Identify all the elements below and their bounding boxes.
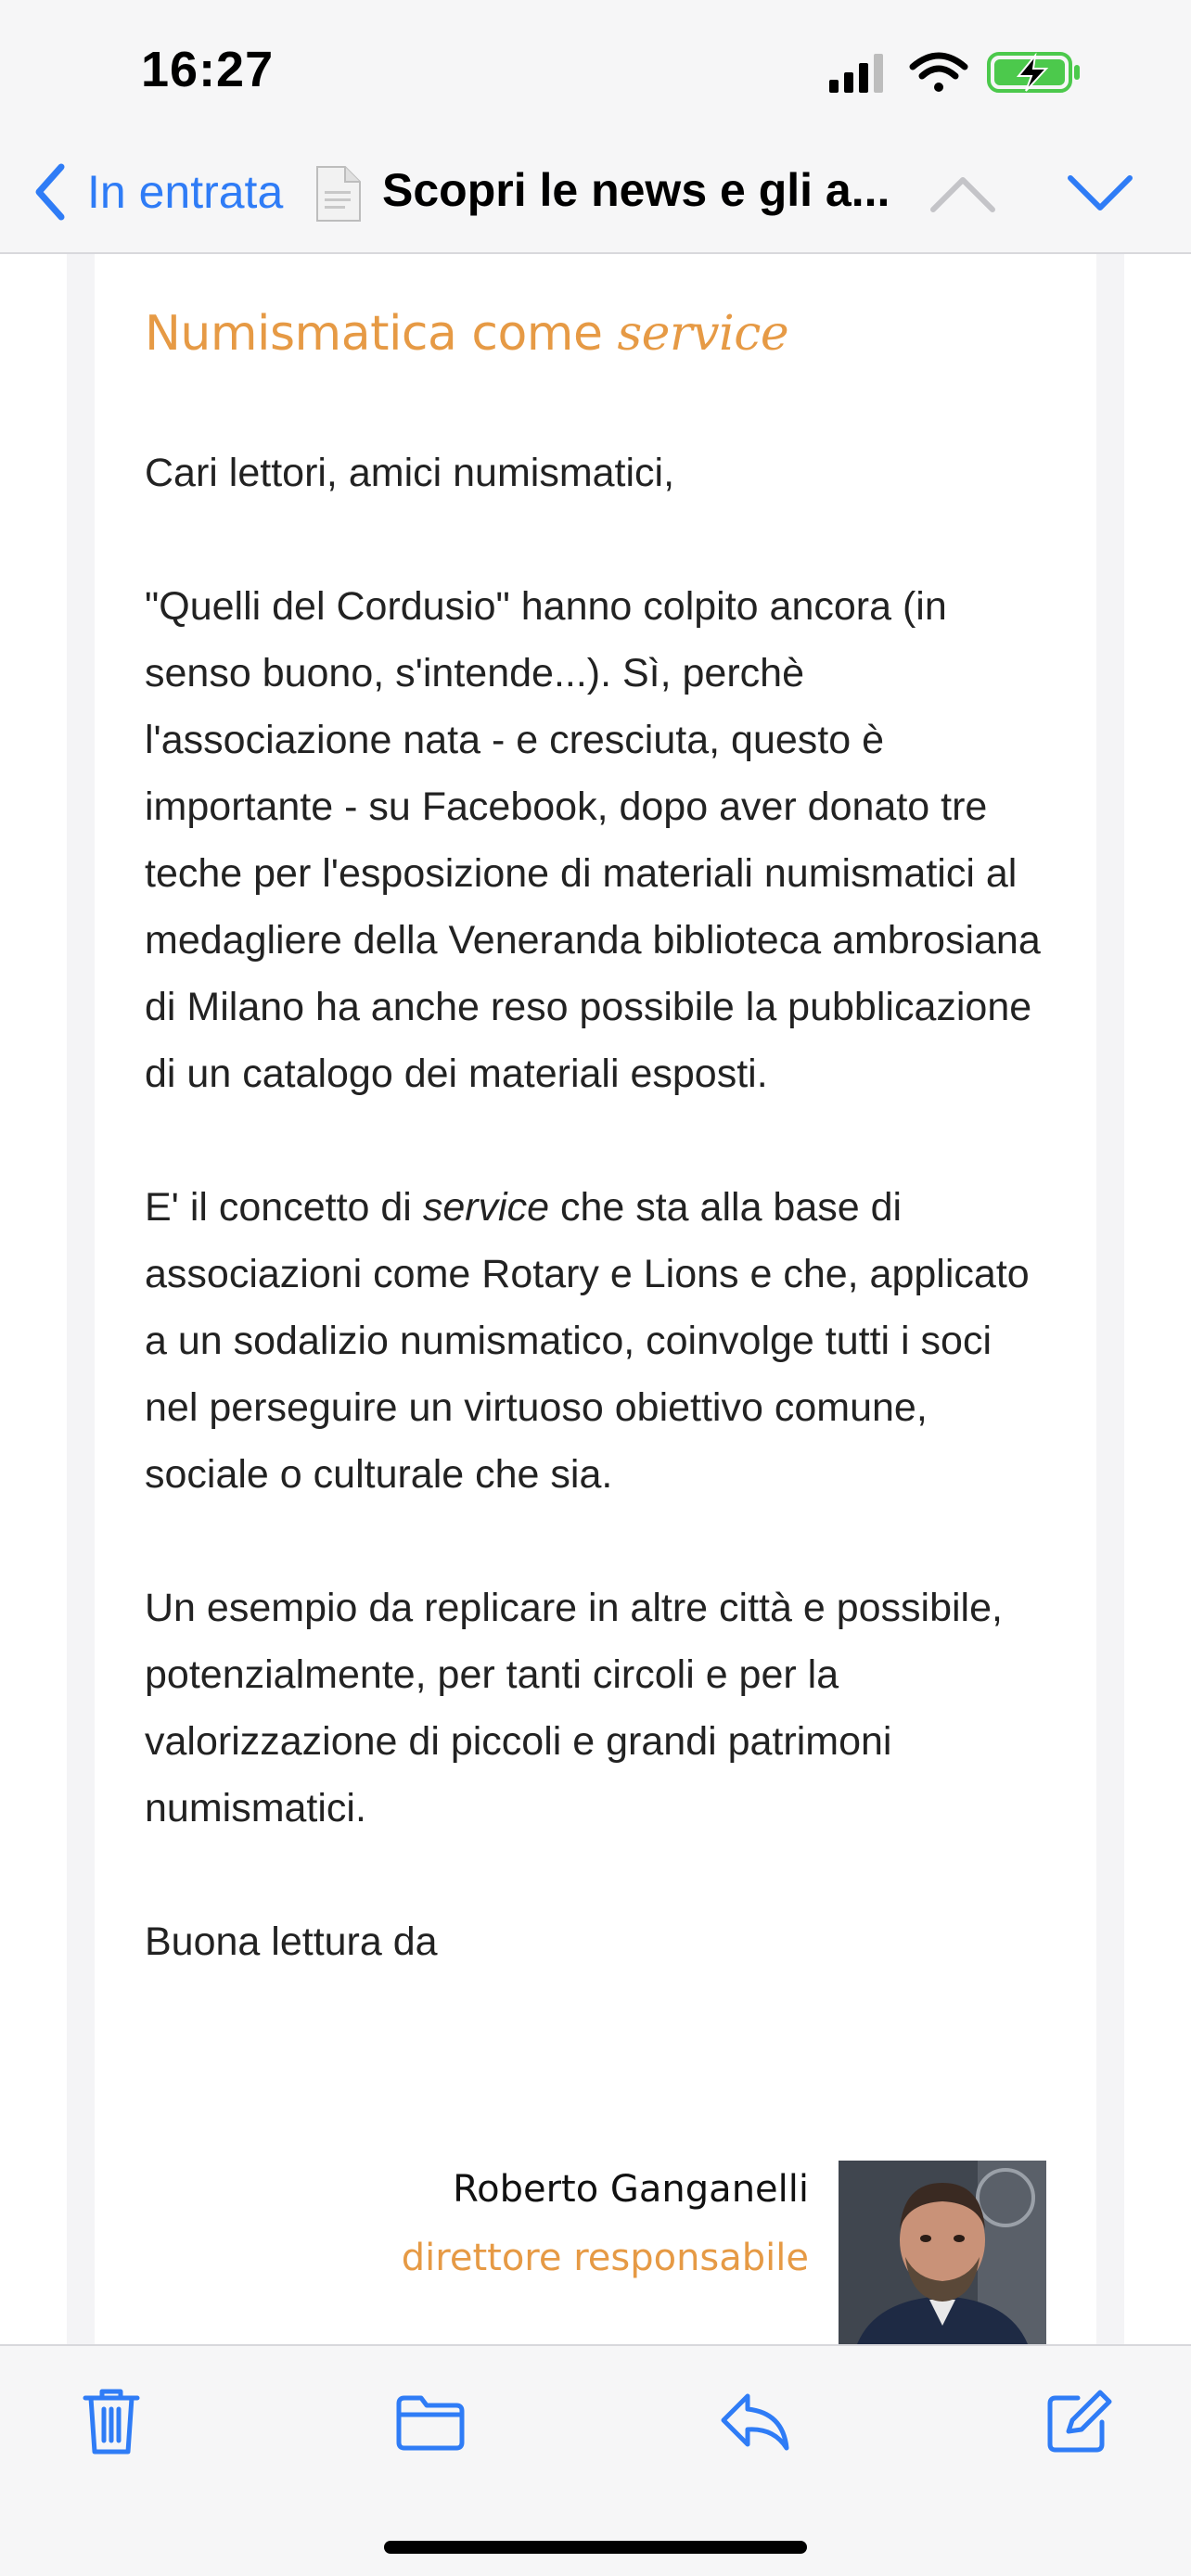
- paragraph-2-suffix: che sta alla base di associazioni come Rotary e Lions e che, applicato a un sodalizio numismatico, coinvolge tutti i soci nel perseguire un virtuoso obiettivo comune, sociale o culturale che sia.: [145, 1185, 1030, 1497]
- paragraph-2-italic: service: [422, 1185, 550, 1230]
- email-subject: Scopri le news e gli a...: [382, 164, 890, 216]
- signal-icon: [829, 54, 883, 93]
- paragraph-2-prefix: E' il concetto di: [145, 1185, 423, 1230]
- signature-name: Roberto Ganganelli: [453, 2168, 809, 2211]
- content-margin-left: [67, 254, 95, 2344]
- closing: Buona lettura da: [145, 1919, 438, 1964]
- paragraph-3: Un esempio da replicare in altre città e possibile, potenzialmente, per tanti circoli e per la valorizzazione di piccoli e grandi patrimoni numismatici.: [145, 1586, 1003, 1830]
- newsletter-heading: [145, 306, 788, 362]
- chevron-up-icon[interactable]: [928, 174, 998, 215]
- email-content[interactable]: [0, 254, 1191, 2344]
- compose-icon[interactable]: [1046, 2389, 1113, 2454]
- back-label[interactable]: In entrata: [87, 166, 284, 218]
- chevron-left-icon: [33, 163, 67, 221]
- status-bar: [0, 0, 1191, 139]
- status-time: 16:27: [141, 42, 275, 97]
- wifi-icon: [913, 56, 965, 92]
- home-indicator[interactable]: [384, 2541, 807, 2554]
- greeting: Cari lettori, amici numismatici,: [145, 451, 675, 495]
- chevron-down-icon[interactable]: [1065, 171, 1135, 215]
- content-margin-right: [1096, 254, 1124, 2344]
- paragraph-1: "Quelli del Cordusio" hanno colpito ancora (in senso buono, s'intende...). Sì, perchè l'associazione nata - e cresciuta, questo è importante - su Facebook, dopo aver donato tre teche per l'esposizione di materiali numismatici al medagliere della Veneranda biblioteca ambrosiana di Milano ha anche reso possibile la pubblicazione di un catalogo dei materiali esposti.: [145, 584, 1041, 1096]
- signature-role: direttore responsabile: [401, 2237, 809, 2279]
- document-icon: [312, 165, 364, 224]
- heading-text: Numismatica come: [145, 306, 618, 362]
- heading-italic: service: [617, 306, 789, 362]
- email-body: [145, 440, 1054, 2042]
- paragraph-2: [145, 1174, 1054, 1508]
- battery-charging-icon: [989, 54, 1080, 91]
- status-icons: [829, 46, 1098, 102]
- nav-bar: [0, 139, 1191, 254]
- folder-icon[interactable]: [395, 2394, 466, 2452]
- author-portrait: [839, 2161, 1046, 2344]
- trash-icon[interactable]: [82, 2387, 141, 2457]
- back-button[interactable]: [33, 159, 283, 224]
- reply-icon[interactable]: [720, 2391, 790, 2454]
